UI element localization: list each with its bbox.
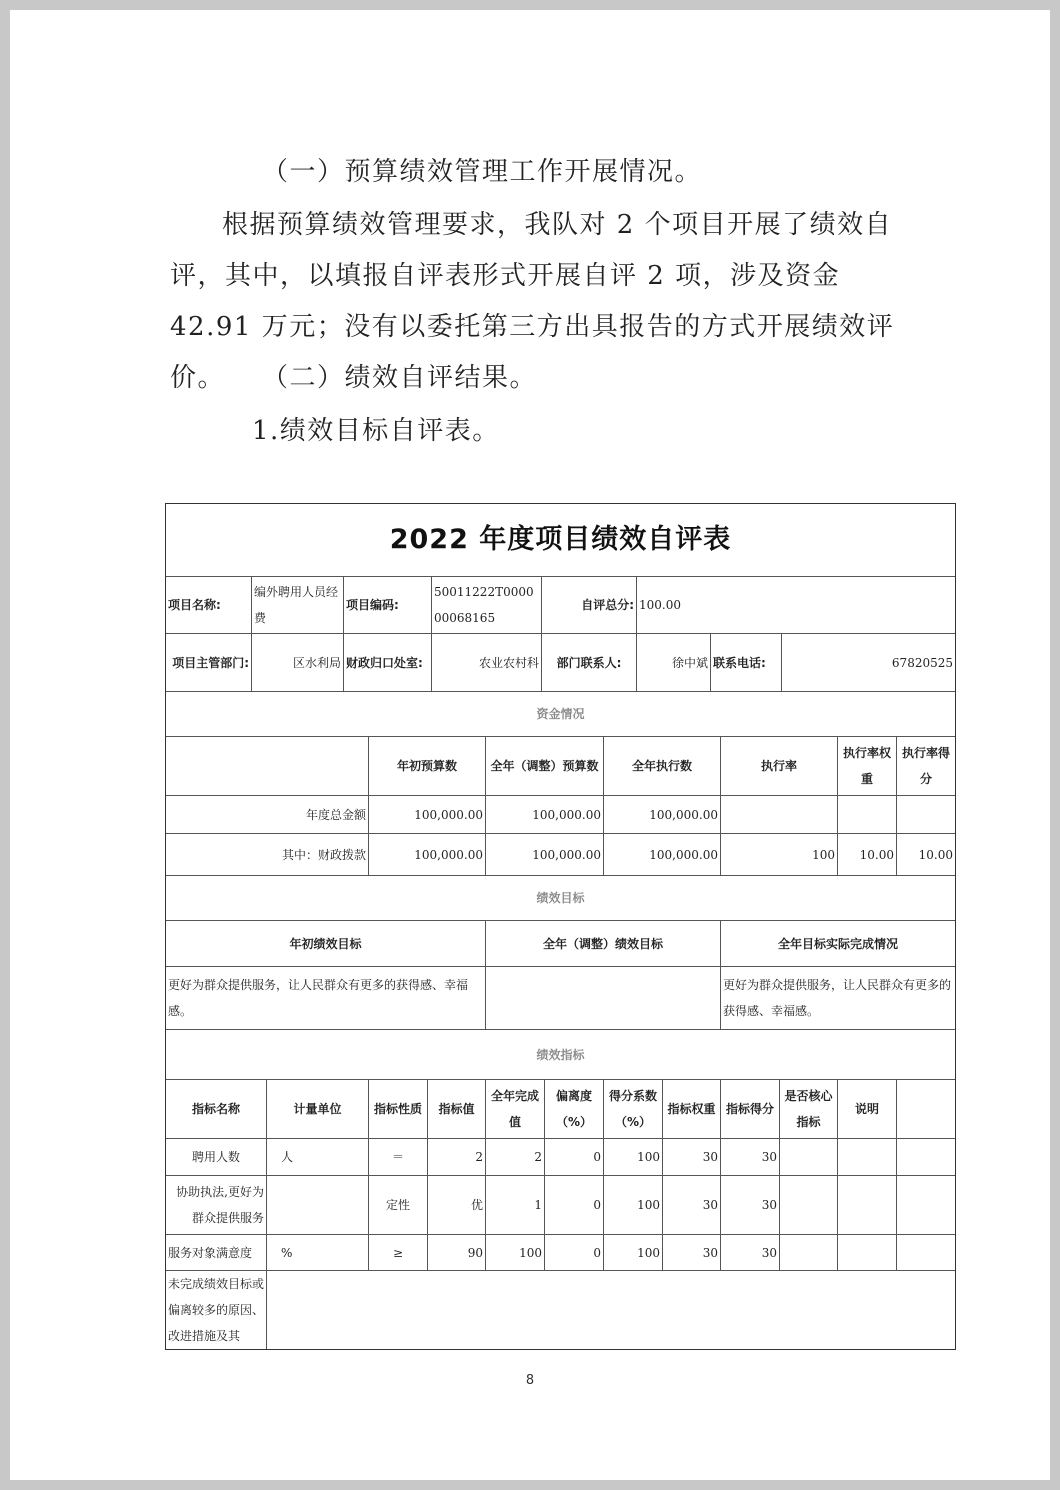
ind-cell-name: 协助执法,更好为群众提供服务 [166, 1176, 267, 1235]
funds-cell-executed: 100,000.00 [604, 796, 721, 834]
ind-header-value: 指标值 [428, 1080, 486, 1139]
dept-label: 项目主管部门: [166, 634, 252, 692]
ind-header-unit: 计量单位 [267, 1080, 369, 1139]
contact-value: 徐中斌 [637, 634, 711, 692]
ind-cell-name: 聘用人数 [166, 1139, 267, 1176]
ind-header-blank [897, 1080, 955, 1139]
table-title: 2022 年度项目绩效自评表 [166, 504, 955, 577]
ind-cell-core [780, 1139, 838, 1176]
funds-header-initial: 年初预算数 [369, 737, 486, 796]
ind-header-score: 指标得分 [721, 1080, 780, 1139]
heading-section-two: （二）绩效自评结果。 [262, 363, 538, 393]
goals-header-initial: 年初绩效目标 [166, 921, 486, 967]
indicators-section-header: 绩效指标 [166, 1030, 955, 1080]
heading-self-eval-table: 1.绩效目标自评表。 [252, 416, 500, 446]
ind-cell-done: 2 [486, 1139, 545, 1176]
performance-eval-table [165, 503, 956, 1350]
ind-header-core: 是否核心指标 [780, 1080, 838, 1139]
funds-section-header: 资金情况 [166, 692, 955, 737]
phone-label: 联系电话: [711, 634, 782, 692]
ind-cell-value: 90 [428, 1235, 486, 1271]
ind-header-nature: 指标性质 [369, 1080, 428, 1139]
funds-header-blank [166, 737, 369, 796]
funds-header-adjusted: 全年（调整）预算数 [486, 737, 604, 796]
goals-cell-initial: 更好为群众提供服务，让人民群众有更多的获得感、幸福感。 [166, 967, 486, 1030]
ind-cell-score: 30 [721, 1176, 780, 1235]
ind-cell-value: 优 [428, 1176, 486, 1235]
ind-cell-nature: ≥ [369, 1235, 428, 1271]
ind-cell-core [780, 1176, 838, 1235]
ind-cell-done: 1 [486, 1176, 545, 1235]
contact-label: 部门联系人: [542, 634, 637, 692]
ind-cell-note [838, 1176, 897, 1235]
ind-cell-score: 30 [721, 1235, 780, 1271]
ind-cell-blank [897, 1176, 955, 1235]
ind-cell-weight: 30 [663, 1176, 721, 1235]
funds-header-executed: 全年执行数 [604, 737, 721, 796]
funds-cell-rate: 100 [721, 834, 838, 876]
ind-cell-coef: 100 [604, 1139, 663, 1176]
ind-header-done: 全年完成值 [486, 1080, 545, 1139]
funds-cell-initial: 100,000.00 [369, 834, 486, 876]
funds-header-rate: 执行率 [721, 737, 838, 796]
finance-label: 财政归口处室: [344, 634, 432, 692]
unfinished-label: 未完成绩效目标或偏离较多的原因、改进措施及其 [166, 1271, 267, 1349]
ind-cell-note [838, 1139, 897, 1176]
score-label: 自评总分: [542, 577, 637, 634]
finance-value: 农业农村科 [432, 634, 542, 692]
funds-cell-weight [838, 796, 897, 834]
ind-cell-blank [897, 1139, 955, 1176]
document-page [10, 10, 1050, 1480]
unfinished-text [267, 1271, 955, 1349]
ind-cell-core [780, 1235, 838, 1271]
ind-cell-unit [267, 1176, 369, 1235]
project-name-label: 项目名称: [166, 577, 252, 634]
ind-cell-coef: 100 [604, 1235, 663, 1271]
dept-value: 区水利局 [252, 634, 344, 692]
funds-cell-weight: 10.00 [838, 834, 897, 876]
goals-header-adjusted: 全年（调整）绩效目标 [486, 921, 721, 967]
page-number: 8 [525, 1373, 535, 1388]
ind-header-name: 指标名称 [166, 1080, 267, 1139]
ind-cell-nature: ＝ [369, 1139, 428, 1176]
ind-cell-coef: 100 [604, 1176, 663, 1235]
goals-cell-adjusted [486, 967, 721, 1030]
goals-header-actual: 全年目标实际完成情况 [721, 921, 955, 967]
heading-section-one: （一）预算绩效管理工作开展情况。 [262, 157, 703, 187]
funds-header-score: 执行率得分 [897, 737, 955, 796]
ind-cell-blank [897, 1235, 955, 1271]
ind-cell-weight: 30 [663, 1235, 721, 1271]
body-paragraph: 根据预算绩效管理要求，我队对 2 个项目开展了绩效自评，其中，以填报自评表形式开展自评 2 项，涉及资金 42.91 万元；没有以委托第三方出具报告的方式开展绩效评价。 [170, 210, 895, 393]
funds-cell-rate [721, 796, 838, 834]
goals-cell-actual: 更好为群众提供服务，让人民群众有更多的获得感、幸福感。 [721, 967, 955, 1030]
project-code-label: 项目编码: [344, 577, 432, 634]
ind-cell-dev: 0 [545, 1139, 604, 1176]
funds-row-label: 其中：财政拨款 [166, 834, 369, 876]
phone-value: 67820525 [782, 634, 955, 692]
funds-cell-score: 10.00 [897, 834, 955, 876]
ind-cell-value: 2 [428, 1139, 486, 1176]
ind-cell-score: 30 [721, 1139, 780, 1176]
ind-cell-nature: 定性 [369, 1176, 428, 1235]
funds-cell-score [897, 796, 955, 834]
project-code-value: 50011222T000000068165 [432, 577, 542, 634]
ind-cell-done: 100 [486, 1235, 545, 1271]
ind-cell-unit: 人 [267, 1139, 369, 1176]
funds-cell-adjusted: 100,000.00 [486, 796, 604, 834]
funds-row-label: 年度总金额 [166, 796, 369, 834]
ind-cell-note [838, 1235, 897, 1271]
ind-header-note: 说明 [838, 1080, 897, 1139]
ind-cell-weight: 30 [663, 1139, 721, 1176]
goals-section-header: 绩效目标 [166, 876, 955, 921]
ind-cell-dev: 0 [545, 1176, 604, 1235]
project-name-value: 编外聘用人员经费 [252, 577, 344, 634]
ind-cell-unit: % [267, 1235, 369, 1271]
funds-cell-executed: 100,000.00 [604, 834, 721, 876]
funds-header-weight: 执行率权重 [838, 737, 897, 796]
ind-header-dev: 偏离度（%） [545, 1080, 604, 1139]
funds-cell-initial: 100,000.00 [369, 796, 486, 834]
ind-header-coef: 得分系数（%） [604, 1080, 663, 1139]
ind-cell-name: 服务对象满意度 [166, 1235, 267, 1271]
ind-header-weight: 指标权重 [663, 1080, 721, 1139]
funds-cell-adjusted: 100,000.00 [486, 834, 604, 876]
ind-cell-dev: 0 [545, 1235, 604, 1271]
score-value: 100.00 [637, 577, 955, 634]
